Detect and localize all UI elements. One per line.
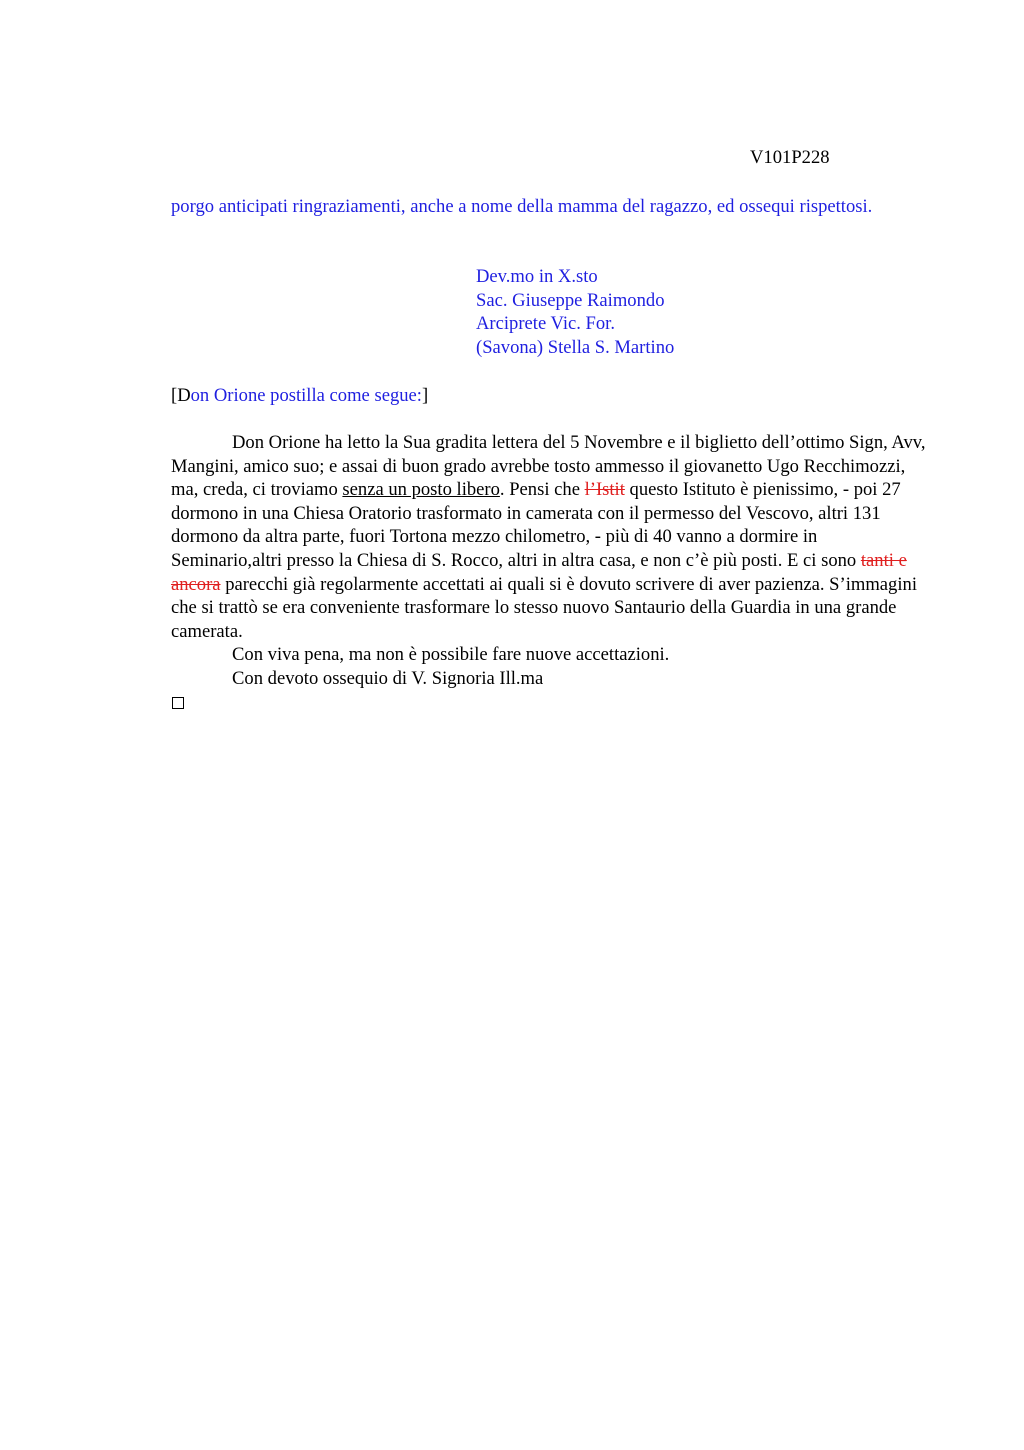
- struck-text: tanti e ancora: [171, 549, 907, 595]
- body-paragraph-1: [171, 431, 931, 643]
- annotation-open: [D: [171, 385, 191, 406]
- signature-closing: Dev.mo in X.sto: [476, 266, 598, 287]
- body-text: parecchi già regolarmente accettati ai quali si è dovuto scrivere di aver pazienza. S’immagini che si trattò se era conveniente trasformare lo stesso nuovo Santaurio della Guardia in una grande camerata.: [171, 573, 917, 642]
- body-paragraph-2: Con viva pena, ma non è possibile fare nuove accettazioni.: [232, 644, 670, 666]
- body-text: . Pensi che: [499, 479, 585, 501]
- underlined-text: senza un posto libero: [342, 479, 500, 501]
- body-paragraph-3: Con devoto ossequio di V. Signoria Ill.ma: [232, 667, 544, 689]
- intro-paragraph: porgo anticipati ringraziamenti, anche a nome della mamma del ragazzo, ed ossequi rispettosi.: [171, 196, 873, 217]
- signature-name: Sac. Giuseppe Raimondo: [476, 289, 665, 311]
- body-text: Don Orione ha letto la Sua gradita lettera del 5 Novembre e il biglietto dell’ottimo Sign, Avv, Mangini, amico suo; e assai di buon grado avrebbe tosto ammesso il giovanetto Ugo Recchimozzi, ma, creda, ci troviamo: [171, 432, 926, 501]
- editorial-annotation: [171, 384, 428, 408]
- struck-text: l’Istit: [584, 479, 625, 501]
- letter-body: [171, 431, 931, 691]
- checkbox-icon: [172, 697, 184, 709]
- page-code: V101P228: [750, 147, 830, 168]
- signature-title: Arciprete Vic. For.: [476, 313, 615, 335]
- signature-block: [476, 265, 674, 359]
- annotation-text: on Orione postilla come segue:: [190, 385, 422, 406]
- signature-place: (Savona) Stella S. Martino: [476, 336, 675, 358]
- annotation-close: ]: [421, 385, 429, 406]
- body-text: questo Istituto è pienissimo, - poi 27 dormono in una Chiesa Oratorio trasformato in camerata con il permesso del Vescovo, altri 131 dormono da altra parte, fuori Tortona mezzo chilometro, - più di 40 vanno a dormire in Seminario,altri presso la Chiesa di S. Rocco, altri in altra casa, e non c’è più posti. E ci sono: [171, 479, 901, 571]
